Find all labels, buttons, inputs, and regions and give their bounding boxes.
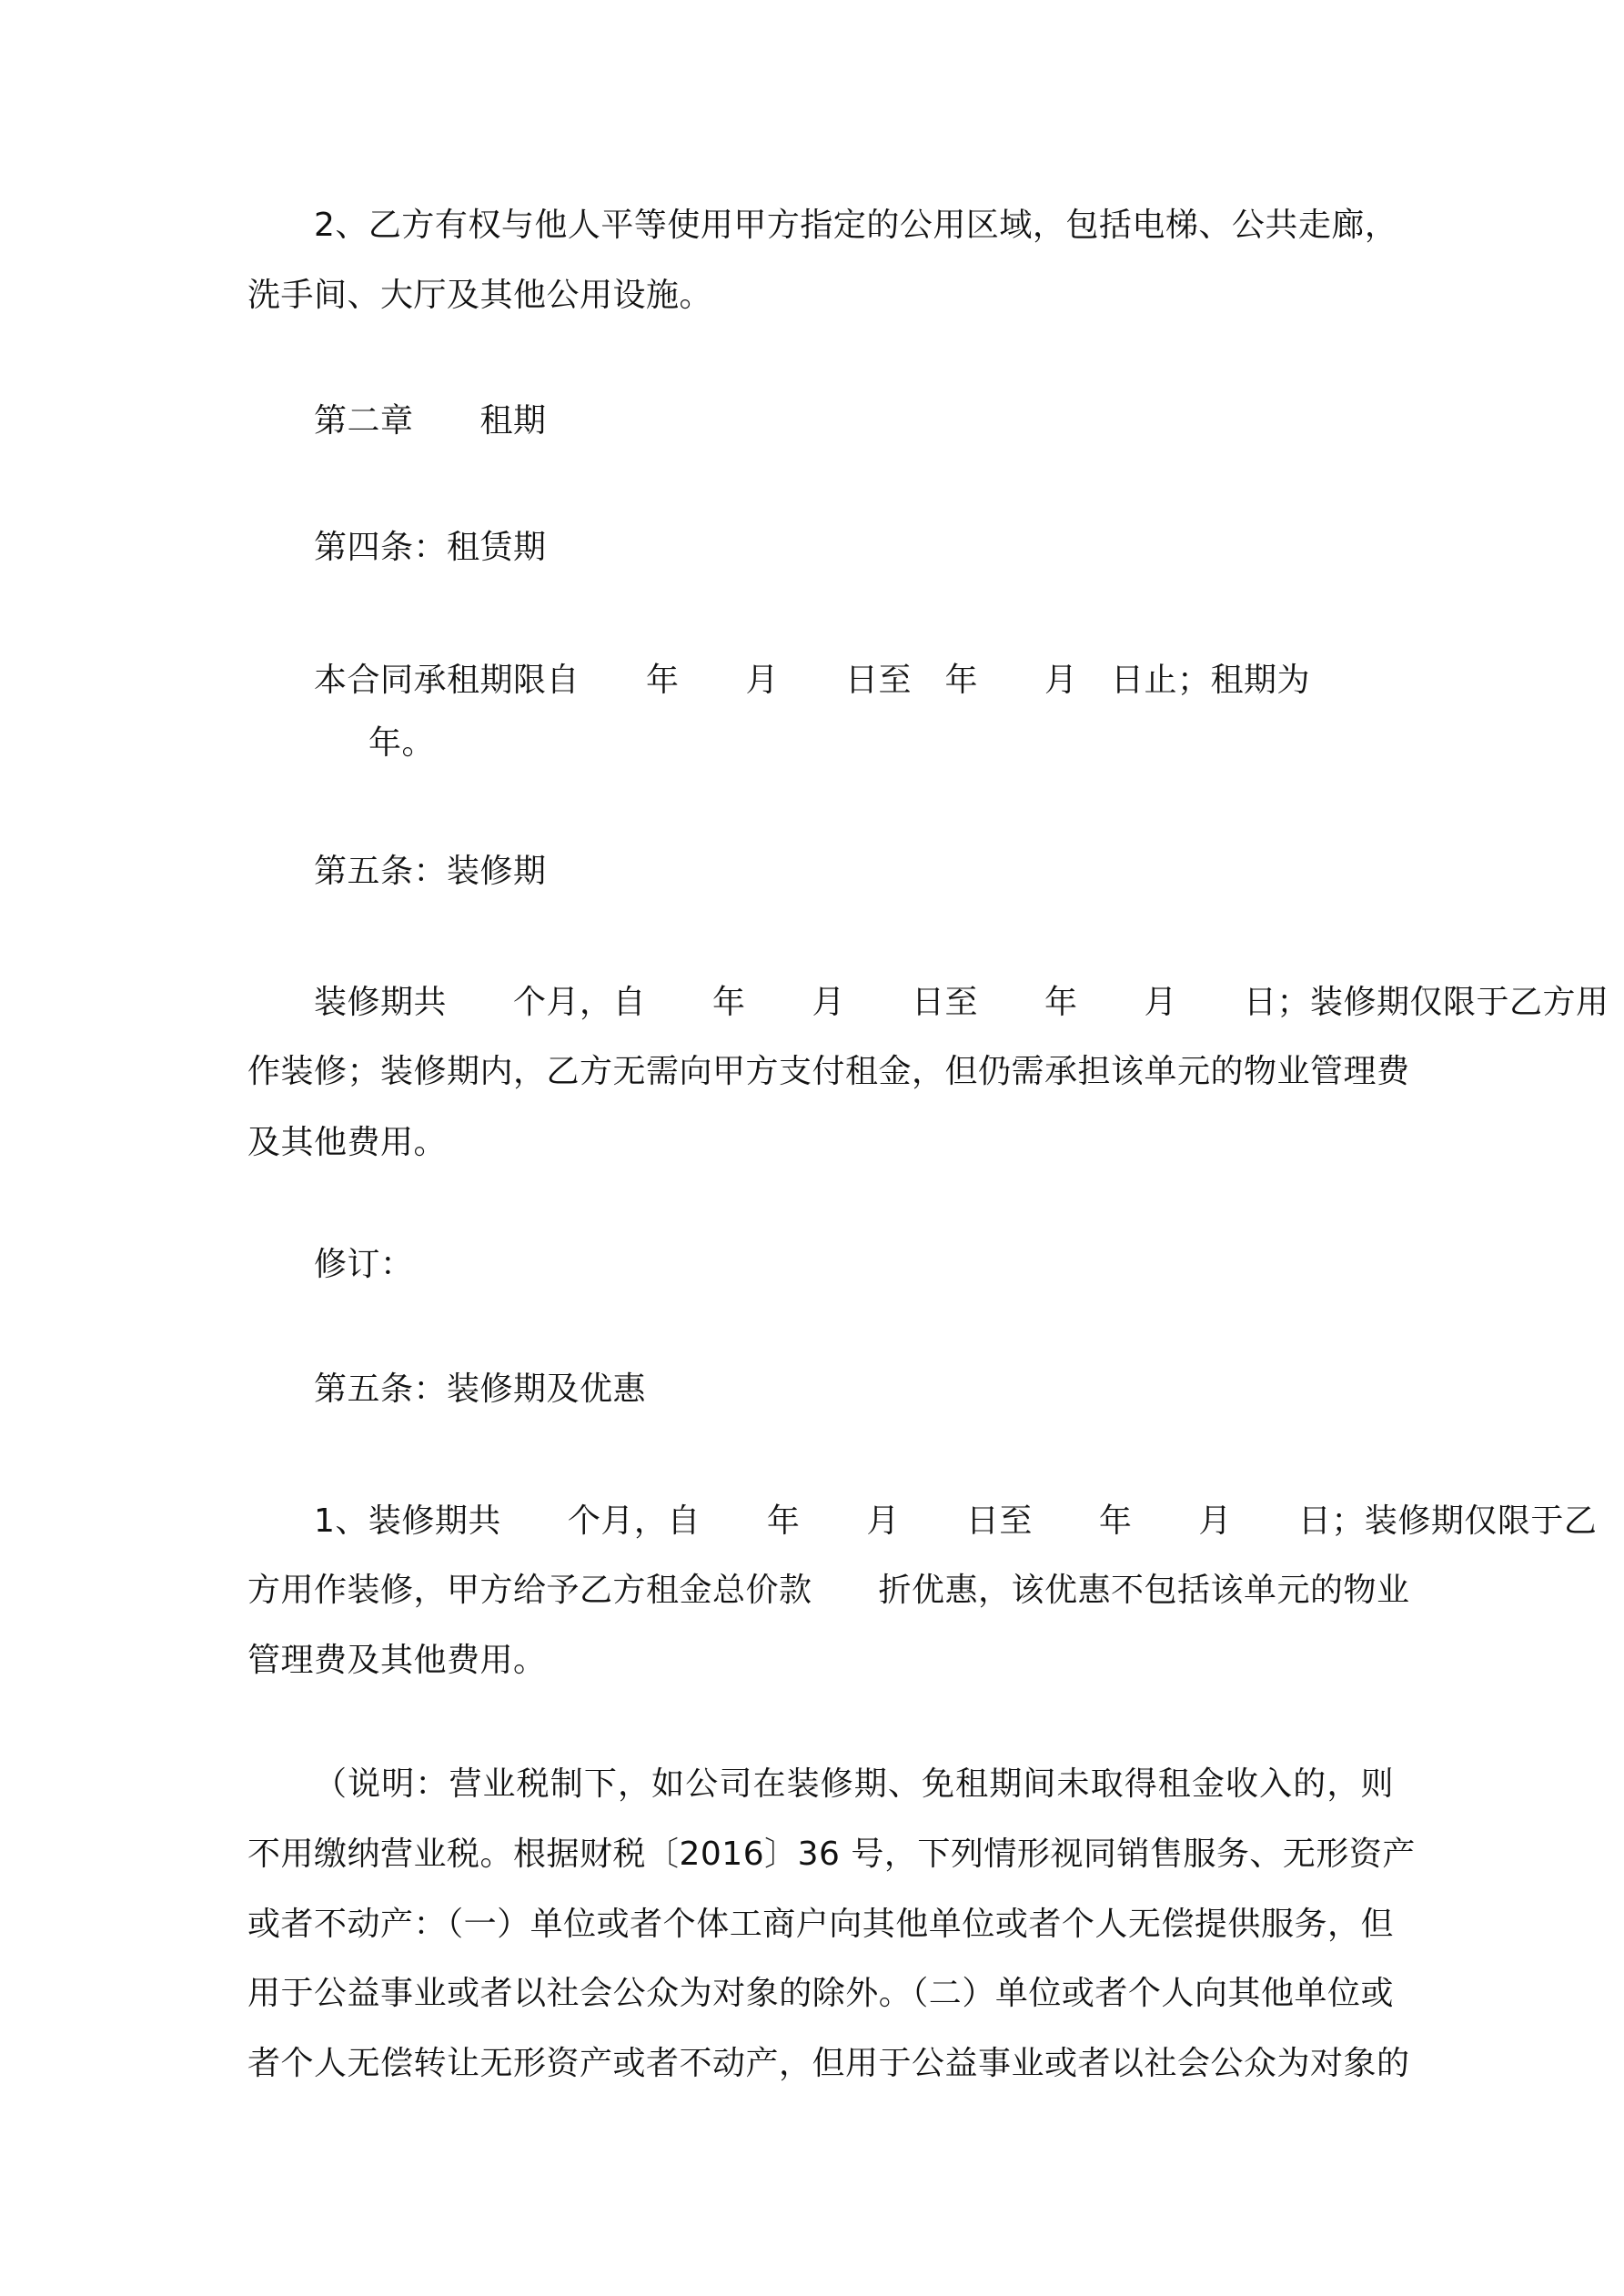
tax-note-line-5: 者个人无偿转让无形资产或者不动产，但用于公益事业或者以社会公众为对象的: [247, 2045, 1410, 2082]
article-5-body-line-2: 作装修；装修期内，乙方无需向甲方支付租金，但仍需承担该单元的物业管理费: [247, 1053, 1410, 1090]
tax-note-line-2: 不用缴纳营业税。根据财税〔2016〕36 号，下列情形视同销售服务、无形资产: [247, 1836, 1416, 1873]
tax-note-line-1: （说明：营业税制下，如公司在装修期、免租期间未取得租金收入的，则: [314, 1765, 1394, 1803]
tax-note-line-3: 或者不动产：（一）单位或者个体工商户向其他单位或者个人无偿提供服务，但: [247, 1906, 1394, 1943]
article-5-heading: 第五条：装修期: [314, 853, 547, 890]
article-5-revised-item-1-line-3: 管理费及其他费用。: [247, 1642, 547, 1679]
chapter-2-heading: 第二章 租期: [314, 402, 547, 440]
article-5-body-line-3: 及其他费用。: [247, 1124, 448, 1161]
article-5-revised-heading: 第五条：装修期及优惠: [314, 1371, 647, 1408]
clause-2-line-2: 洗手间、大厅及其他公用设施。: [247, 277, 713, 314]
clause-2-line-1: 2、乙方有权与他人平等使用甲方指定的公用区域，包括电梯、公共走廊，: [314, 207, 1398, 244]
article-4-heading: 第四条：租赁期: [314, 529, 547, 566]
article-5-body-line-1: 装修期共 个月，自 年 月 日至 年 月 日；装修期仅限于乙方用: [314, 984, 1609, 1021]
article-4-body-line-1: 本合同承租期限自 年 月 日至 年 月 日止；租期为: [314, 662, 1311, 699]
revision-heading: 修订：: [314, 1246, 414, 1283]
tax-note-line-4: 用于公益事业或者以社会公众为对象的除外。（二）单位或者个人向其他单位或: [247, 1975, 1394, 2012]
article-5-revised-item-1-line-1: 1、装修期共 个月，自 年 月 日至 年 月 日；装修期仅限于乙: [314, 1502, 1598, 1540]
article-5-revised-item-1-line-2: 方用作装修，甲方给予乙方租金总价款 折优惠，该优惠不包括该单元的物业: [247, 1572, 1410, 1609]
article-4-body-line-2: 年。: [368, 724, 436, 762]
